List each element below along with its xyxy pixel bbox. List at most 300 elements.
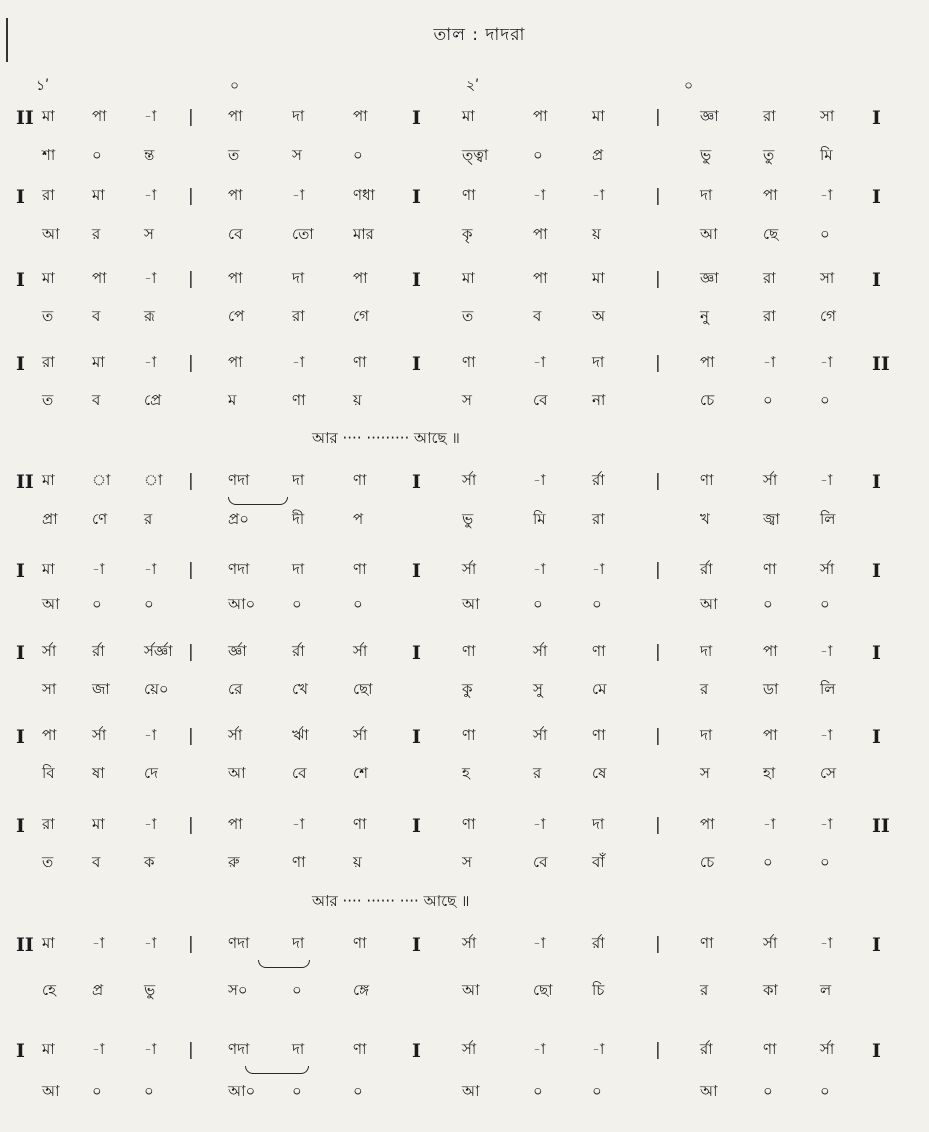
lyric-syllable: ০	[144, 1082, 154, 1100]
swara-note: র্রা	[700, 560, 713, 578]
bar-line: |	[655, 186, 661, 206]
swara-note: -া	[144, 934, 157, 952]
swara-note: -া	[533, 353, 546, 371]
swara-note: ণা	[592, 726, 606, 744]
swara-note: -া	[820, 642, 833, 660]
swara-note: মা	[592, 107, 605, 125]
lyric-syllable: ত্ত্বা	[462, 146, 489, 164]
lyric-syllable: আ	[700, 595, 718, 613]
lyric-syllable: ব	[92, 307, 101, 325]
lyric-syllable: দী	[292, 510, 305, 528]
lyric-syllable: বে	[533, 853, 548, 871]
lyric-syllable: ত	[42, 391, 54, 409]
swara-note: দা	[292, 471, 305, 489]
lyric-syllable: মে	[592, 680, 607, 698]
bar-line: I	[412, 1040, 421, 1062]
bar-line: |	[188, 934, 194, 954]
bar-line: |	[188, 471, 194, 491]
lyric-syllable: ঙ্গে	[353, 981, 370, 999]
swara-note: -া	[533, 471, 546, 489]
swara-note: -া	[92, 934, 105, 952]
swara-note: র্সর্জ্ঞা	[144, 642, 173, 660]
swara-note: মা	[42, 934, 55, 952]
lyric-syllable: পে	[228, 307, 245, 325]
taal-title: তাল : দাদরা	[433, 25, 526, 45]
swara-note: দা	[292, 107, 305, 125]
slur-arc	[228, 497, 288, 505]
bar-line: |	[188, 269, 194, 289]
lyric-syllable: ০	[292, 595, 302, 613]
swara-note: -া	[820, 934, 833, 952]
swara-note: র্রা	[292, 642, 305, 660]
bar-line: I	[412, 934, 421, 956]
swara-note: ণা	[700, 471, 714, 489]
swara-note: -া	[592, 1040, 605, 1058]
bar-line: |	[188, 353, 194, 373]
lyric-syllable: র	[144, 510, 153, 528]
bar-line: |	[655, 107, 661, 127]
bar-line: |	[655, 1040, 661, 1060]
lyric-syllable: ০	[533, 1082, 543, 1100]
swara-note: ণা	[462, 726, 476, 744]
swara-note: পা	[353, 269, 368, 287]
swara-note: মা	[42, 560, 55, 578]
swara-note: -া	[144, 353, 157, 371]
swara-note: রা	[42, 186, 55, 204]
lyric-syllable: ভু	[144, 981, 156, 999]
lyric-syllable: ছে	[763, 225, 779, 243]
lyric-syllable: য়ে০	[144, 680, 169, 698]
swara-note: -া	[292, 815, 305, 833]
swara-note: সা	[820, 269, 835, 287]
swara-note: -া	[533, 186, 546, 204]
swara-note: পা	[353, 107, 368, 125]
swara-note: রা	[763, 107, 776, 125]
bar-line: I	[872, 560, 881, 582]
lyric-syllable: আ	[42, 1082, 60, 1100]
lyric-syllable: স	[462, 853, 472, 871]
lyric-syllable: ০	[144, 595, 154, 613]
bar-line: I	[16, 269, 25, 291]
swara-note: ণা	[462, 186, 476, 204]
swara-note: -া	[144, 1040, 157, 1058]
swara-note: পা	[228, 353, 243, 371]
lyric-syllable: আ	[700, 1082, 718, 1100]
lyric-syllable: স	[292, 146, 302, 164]
swara-note: ণদা	[228, 934, 250, 952]
swara-note: র্সা	[462, 560, 477, 578]
swara-note: দা	[292, 1040, 305, 1058]
bar-line: I	[16, 815, 25, 837]
bar-line: |	[188, 642, 194, 662]
swara-note: র্রা	[700, 1040, 713, 1058]
lyric-syllable: বি	[42, 764, 55, 782]
lyric-syllable: মি	[820, 146, 833, 164]
lyric-syllable: নু	[700, 307, 709, 325]
lyric-syllable: ০	[820, 1082, 830, 1100]
swara-note: ণদা	[228, 1040, 250, 1058]
lyric-syllable: রু	[228, 853, 240, 871]
bar-line: |	[188, 560, 194, 580]
taal-mark: ০	[230, 78, 240, 94]
lyric-syllable: প্র	[592, 146, 604, 164]
swara-note: র্সা	[820, 1040, 835, 1058]
lyric-syllable: আ	[700, 225, 718, 243]
lyric-syllable: ০	[763, 853, 773, 871]
swara-note: ণদা	[228, 471, 250, 489]
lyric-syllable: ত	[42, 307, 54, 325]
lyric-syllable: ০	[763, 391, 773, 409]
swara-note: র্সা	[92, 726, 107, 744]
lyric-syllable: স	[144, 225, 154, 243]
lyric-syllable: স০	[228, 981, 248, 999]
lyric-syllable: ব	[92, 853, 101, 871]
bar-line: |	[188, 726, 194, 746]
swara-note: র্সা	[42, 642, 57, 660]
swara-note: পা	[92, 107, 107, 125]
lyric-syllable: প্র	[92, 981, 104, 999]
swara-note: সা	[820, 107, 835, 125]
swara-note: র্সা	[462, 471, 477, 489]
swara-note: পা	[533, 107, 548, 125]
lyric-syllable: ষা	[92, 764, 105, 782]
lyric-syllable: বে	[228, 225, 243, 243]
bar-line: I	[872, 934, 881, 956]
swara-note: মা	[42, 269, 55, 287]
swara-note: ণা	[353, 560, 367, 578]
bar-line: |	[655, 353, 661, 373]
lyric-syllable: ০	[292, 981, 302, 999]
lyric-syllable: হে	[42, 981, 56, 999]
lyric-syllable: ব	[533, 307, 542, 325]
swara-note: র্ঋা	[292, 726, 309, 744]
lyric-syllable: জ্বা	[763, 510, 780, 528]
lyric-syllable: লি	[820, 680, 836, 698]
swara-note: মা	[592, 269, 605, 287]
bar-line: |	[655, 934, 661, 954]
swara-note: দা	[292, 560, 305, 578]
lyric-syllable: চে	[700, 391, 715, 409]
swara-note: ণা	[700, 934, 714, 952]
swara-note: র্সা	[533, 642, 548, 660]
swara-note: র্রা	[592, 934, 605, 952]
swara-note: -া	[820, 815, 833, 833]
bar-line: I	[16, 726, 25, 748]
swara-note: পা	[228, 269, 243, 287]
swara-note: -া	[92, 560, 105, 578]
lyric-syllable: ০	[820, 853, 830, 871]
lyric-syllable: শা	[42, 146, 56, 164]
swara-note: ণা	[353, 471, 367, 489]
bar-line: I	[872, 642, 881, 664]
lyric-syllable: আ০	[228, 1082, 256, 1100]
swara-note: -া	[92, 1040, 105, 1058]
swara-note: -া	[144, 107, 157, 125]
lyric-syllable: য়	[353, 391, 362, 409]
lyric-syllable: প্র০	[228, 510, 249, 528]
swara-note: -া	[292, 186, 305, 204]
swara-note: পা	[700, 815, 715, 833]
lyric-syllable: ০	[820, 225, 830, 243]
lyric-syllable: প	[353, 510, 364, 528]
slur-arc	[258, 960, 310, 968]
swara-note: দা	[292, 269, 305, 287]
lyric-syllable: রে	[228, 680, 243, 698]
lyric-syllable: ০	[92, 146, 102, 164]
bar-line: I	[16, 353, 25, 375]
lyric-syllable: ণা	[292, 853, 306, 871]
swara-note: ণা	[462, 642, 476, 660]
lyric-syllable: ভু	[462, 510, 474, 528]
swara-note: র্সা	[228, 726, 243, 744]
lyric-syllable: ০	[292, 1082, 302, 1100]
lyric-syllable: আ	[228, 764, 246, 782]
bar-line: I	[872, 107, 881, 129]
lyric-syllable: ডা	[763, 680, 779, 698]
swara-note: র্সা	[353, 726, 368, 744]
swara-note: -া	[292, 353, 305, 371]
lyric-syllable: জা	[92, 680, 110, 698]
swara-note: রা	[763, 269, 776, 287]
bar-line: |	[655, 642, 661, 662]
swara-note: ণা	[763, 560, 777, 578]
lyric-syllable: পা	[533, 225, 548, 243]
swara-note: দা	[592, 815, 605, 833]
lyric-syllable: ণে	[92, 510, 108, 528]
bar-line: |	[188, 107, 194, 127]
lyric-syllable: র	[700, 981, 709, 999]
lyric-syllable: ০	[92, 595, 102, 613]
bar-line: I	[412, 471, 421, 493]
lyric-syllable: র	[533, 764, 542, 782]
lyric-syllable: ০	[820, 595, 830, 613]
swara-note: পা	[533, 269, 548, 287]
lyric-syllable: ছো	[533, 981, 553, 999]
swara-note: জ্ঞা	[700, 107, 719, 125]
bar-line: |	[655, 269, 661, 289]
lyric-syllable: চি	[592, 981, 605, 999]
lyric-syllable: র	[700, 680, 709, 698]
swara-note: র্রা	[592, 471, 605, 489]
bar-line: I	[412, 107, 421, 129]
swara-note: া	[92, 471, 111, 489]
swara-note: পা	[763, 726, 778, 744]
lyric-syllable: স	[462, 391, 472, 409]
lyric-syllable: স	[700, 764, 710, 782]
lyric-syllable: ০	[763, 595, 773, 613]
lyric-syllable: শে	[353, 764, 368, 782]
swara-note: মা	[462, 269, 475, 287]
swara-note: র্সা	[763, 471, 778, 489]
bar-line: II	[16, 471, 34, 493]
swara-note: পা	[700, 353, 715, 371]
swara-note: জ্ঞা	[700, 269, 719, 287]
bar-line: I	[16, 186, 25, 208]
taal-mark: ০	[684, 78, 694, 94]
bar-line: |	[655, 815, 661, 835]
lyric-syllable: কা	[763, 981, 778, 999]
lyric-syllable: বে	[292, 764, 307, 782]
lyric-syllable: ০	[820, 391, 830, 409]
bar-line: I	[412, 269, 421, 291]
swara-note: -া	[144, 815, 157, 833]
swara-note: -া	[144, 726, 157, 744]
swara-note: দা	[700, 726, 713, 744]
lyric-syllable: দে	[144, 764, 158, 782]
swara-note: -া	[820, 471, 833, 489]
swara-note: -া	[763, 353, 776, 371]
lyric-syllable: তু	[763, 146, 775, 164]
bar-line: I	[872, 269, 881, 291]
bar-line: I	[412, 186, 421, 208]
swara-note: রা	[42, 353, 55, 371]
bar-line: II	[872, 815, 890, 837]
lyric-syllable: রা	[292, 307, 305, 325]
lyric-syllable: ০	[592, 595, 602, 613]
bar-line: I	[412, 726, 421, 748]
lyric-syllable: ষে	[592, 764, 607, 782]
bar-line: I	[872, 1040, 881, 1062]
lyric-syllable: আ	[42, 595, 60, 613]
swara-note: -া	[820, 186, 833, 204]
lyric-syllable: বাঁ	[592, 853, 605, 871]
swara-note: ণা	[353, 934, 367, 952]
lyric-syllable: ব	[92, 391, 101, 409]
swara-note: -া	[592, 186, 605, 204]
swara-note: -া	[820, 353, 833, 371]
lyric-syllable: ০	[592, 1082, 602, 1100]
swara-note: -া	[820, 726, 833, 744]
bar-line: II	[872, 353, 890, 375]
bar-line: I	[412, 815, 421, 837]
lyric-syllable: ভু	[700, 146, 712, 164]
lyric-syllable: সা	[42, 680, 57, 698]
swara-note: র্সা	[820, 560, 835, 578]
lyric-syllable: ০	[763, 1082, 773, 1100]
swara-note: র্সা	[533, 726, 548, 744]
lyric-syllable: আ	[462, 595, 480, 613]
lyric-syllable: ০	[353, 146, 363, 164]
bar-line: I	[412, 642, 421, 664]
lyric-syllable: ম	[228, 391, 237, 409]
swara-note: রা	[42, 815, 55, 833]
swara-note: ণা	[353, 1040, 367, 1058]
lyric-syllable: খ	[700, 510, 710, 528]
interlude-line: আর ···· ······ ···· আছে ॥	[312, 892, 470, 910]
swara-note: র্সা	[462, 934, 477, 952]
lyric-syllable: বে	[533, 391, 548, 409]
swara-note: -া	[533, 934, 546, 952]
swara-note: মা	[42, 1040, 55, 1058]
lyric-syllable: ক	[144, 853, 155, 871]
swara-note: -া	[592, 560, 605, 578]
swara-note: া	[144, 471, 163, 489]
swara-note: র্সা	[763, 934, 778, 952]
lyric-syllable: মি	[533, 510, 546, 528]
swara-note: পা	[42, 726, 57, 744]
bar-line: |	[188, 186, 194, 206]
swara-note: মা	[462, 107, 475, 125]
bar-line: |	[655, 471, 661, 491]
slur-arc	[245, 1066, 309, 1074]
swara-note: দা	[292, 934, 305, 952]
lyric-syllable: গে	[820, 307, 836, 325]
swara-note: দা	[700, 186, 713, 204]
swara-note: ণা	[462, 815, 476, 833]
bar-line: I	[412, 353, 421, 375]
bar-line: I	[16, 560, 25, 582]
lyric-syllable: গে	[353, 307, 369, 325]
lyric-syllable: ০	[92, 1082, 102, 1100]
interlude-line: আর ···· ········· আছে ॥	[312, 429, 460, 447]
swara-note: -া	[533, 1040, 546, 1058]
bar-line: |	[188, 815, 194, 835]
swara-note: মা	[42, 471, 55, 489]
lyric-syllable: ণা	[292, 391, 306, 409]
swara-note: দা	[592, 353, 605, 371]
bar-line: I	[16, 642, 25, 664]
bar-line: I	[412, 560, 421, 582]
lyric-syllable: ছো	[353, 680, 373, 698]
swara-note: -া	[763, 815, 776, 833]
lyric-syllable: খে	[292, 680, 308, 698]
lyric-syllable: মার	[353, 225, 374, 243]
lyric-syllable: সে	[820, 764, 836, 782]
swara-note: ণা	[462, 353, 476, 371]
bar-line: |	[188, 1040, 194, 1060]
lyric-syllable: ০	[533, 595, 543, 613]
swara-note: র্জ্ঞা	[228, 642, 247, 660]
bar-line: II	[16, 107, 34, 129]
lyric-syllable: ০	[533, 146, 543, 164]
swara-note: ণা	[592, 642, 606, 660]
bar-line: I	[16, 1040, 25, 1062]
swara-note: পা	[228, 107, 243, 125]
swara-note: মা	[92, 186, 105, 204]
swara-note: র্সা	[462, 1040, 477, 1058]
lyric-syllable: না	[592, 391, 606, 409]
swara-note: -া	[533, 815, 546, 833]
swara-note: মা	[42, 107, 55, 125]
lyric-syllable: ০	[353, 595, 363, 613]
lyric-syllable: অ	[592, 307, 605, 325]
swara-note: পা	[763, 642, 778, 660]
lyric-syllable: আ০	[228, 595, 256, 613]
bar-line: |	[655, 560, 661, 580]
lyric-syllable: সু	[533, 680, 543, 698]
swara-note: র্রা	[92, 642, 105, 660]
lyric-syllable: ত	[462, 307, 474, 325]
lyric-syllable: য়	[592, 225, 601, 243]
lyric-syllable: লি	[820, 510, 836, 528]
swara-note: পা	[228, 186, 243, 204]
swara-note: ণা	[763, 1040, 777, 1058]
swara-note: পা	[228, 815, 243, 833]
lyric-syllable: তো	[292, 225, 314, 243]
lyric-syllable: ত	[42, 853, 54, 871]
lyric-syllable: ত	[228, 146, 240, 164]
swara-note: মা	[92, 353, 105, 371]
lyric-syllable: আ	[462, 981, 480, 999]
swara-note: ণা	[353, 815, 367, 833]
lyric-syllable: রা	[592, 510, 605, 528]
lyric-syllable: কৃ	[462, 225, 473, 243]
taal-mark: ২ʹ	[466, 78, 479, 94]
bar-line: II	[16, 934, 34, 956]
swara-note: -া	[144, 269, 157, 287]
bar-line: I	[872, 471, 881, 493]
swara-note: ণদা	[228, 560, 250, 578]
